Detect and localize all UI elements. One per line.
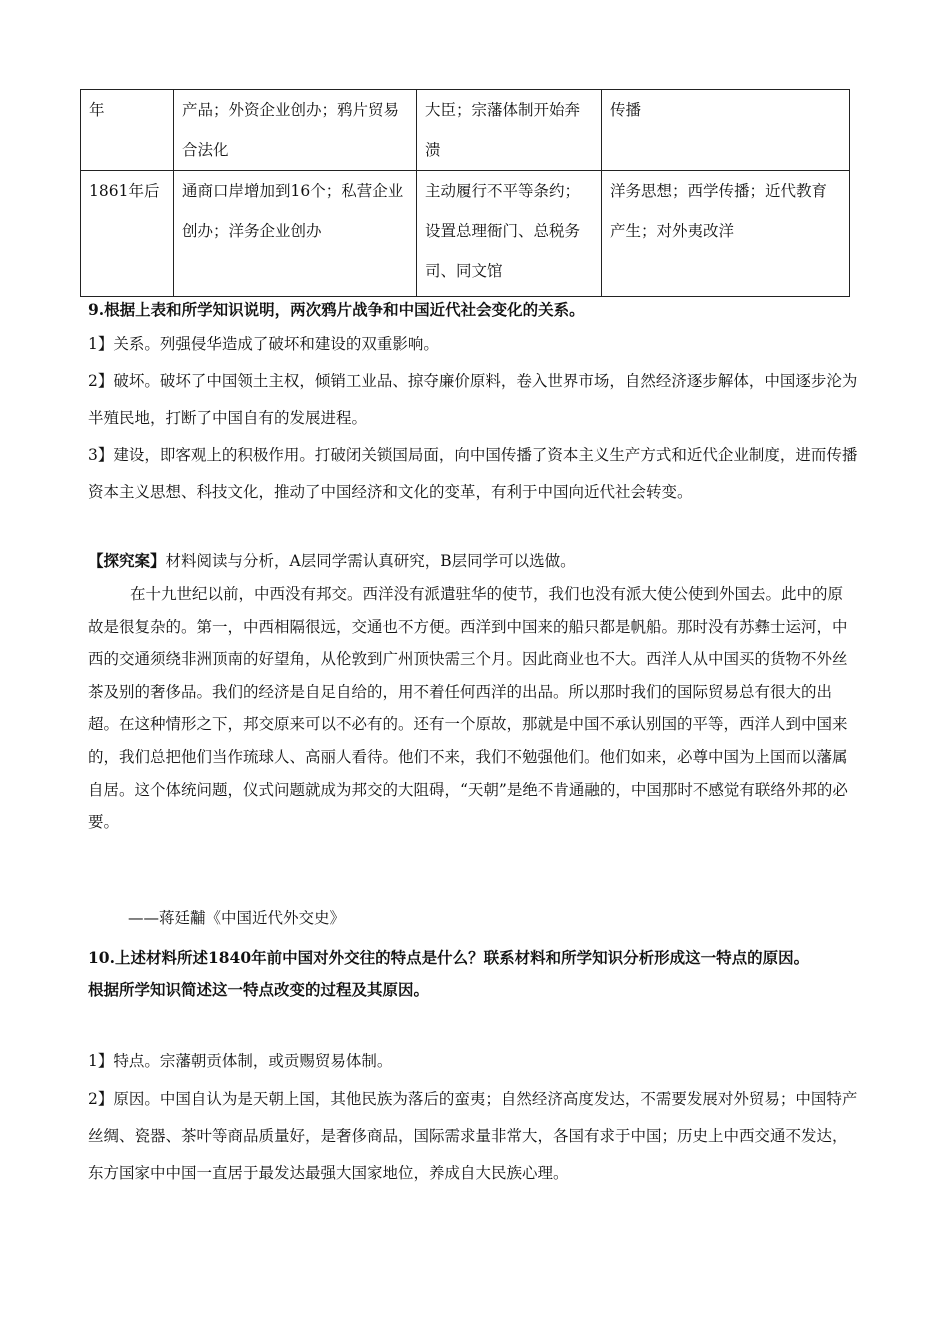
table-row — [81, 171, 850, 297]
table-cell: 产品；外资企业创办；鸦片贸易合法化 — [174, 90, 417, 171]
question-10 — [88, 942, 858, 1006]
explore-tag: 【探究案】 — [88, 551, 166, 570]
question-10-line-2: 根据所学知识简述这一特点改变的过程及其原因。 — [88, 980, 430, 999]
table-cell: 1861年后 — [81, 171, 174, 297]
table-cell: 年 — [81, 90, 174, 171]
table-cell: 传播 — [602, 90, 850, 171]
table-cell: 大臣；宗藩体制开始奔溃 — [417, 90, 602, 171]
history-table — [80, 89, 850, 297]
explore-intro: 材料阅读与分析，A层同学需认真研究，B层同学可以选做。 — [165, 552, 576, 570]
table-cell: 主动履行不平等条约；设置总理衙门、总税务司、同文馆 — [417, 171, 602, 297]
answer-9-1: 1】关系。列强侵华造成了破坏和建设的双重影响。 — [88, 335, 439, 353]
answer-9-3: 3】建设，即客观上的积极作用。打破闭关锁国局面，向中国传播了资本主义生产方式和近代企业制度，进而传播资本主义思想、科技文化，推动了中国经济和文化的变革，有利于中国向近代社会转变。 — [88, 446, 858, 501]
table-cell: 洋务思想；西学传播；近代教育产生；对外夷改洋 — [602, 171, 850, 297]
table-cell: 通商口岸增加到16个；私营企业创办；洋务企业创办 — [174, 171, 417, 297]
answer-10-1: 1】特点。宗藩朝贡体制，或贡赐贸易体制。 — [88, 1052, 393, 1070]
question-9: 9.根据上表和所学知识说明，两次鸦片战争和中国近代社会变化的关系。 — [88, 300, 585, 319]
reading-material — [88, 578, 858, 839]
answer-10-2: 2】原因。中国自认为是天朝上国，其他民族为落后的蛮夷；自然经济高度发达，不需要发展对外贸易；中国特产丝绸、瓷器、茶叶等商品质量好，是奢侈商品，国际需求量非常大，各国有求于中国；历史上中西交通不发达，东方国家中中国一直居于最发达最强大国家地位，养成自大民族心理。 — [88, 1090, 858, 1182]
answer-9-2: 2】破坏。破坏了中国领土主权，倾销工业品、掠夺廉价原料，卷入世界市场，自然经济逐步解体，中国逐步沦为半殖民地，打断了中国自有的发展进程。 — [88, 372, 858, 427]
question-10-line-1: 10.上述材料所述1840年前中国对外交往的特点是什么？联系材料和所学知识分析形成这一特点的原因。 — [88, 948, 810, 967]
material-source: ——蒋廷黼《中国近代外交史》 — [128, 909, 346, 927]
table-row — [81, 90, 850, 171]
material-paragraph: 在十九世纪以前，中西没有邦交。西洋没有派遣驻华的使节，我们也没有派大使公使到外国去。此中的原故是很复杂的。第一，中西相隔很远，交通也不方便。西洋到中国来的船只都是帆船。那时没有苏彝士运河，中西的交通须绕非洲顶南的好望角，从伦敦到广州顶快需三个月。因此商业也不大。西洋人从中国买的货物不外丝茶及别的奢侈品。我们的经济是自足自给的，用不着任何西洋的出品。所以那时我们的国际贸易总有很大的出超。在这种情形之下，邦交原来可以不必有的。还有一个原故，那就是中国不承认别国的平等，西洋人到中国来的，我们总把他们当作琉球人、高丽人看待。他们不来，我们不勉强他们。他们如来，必尊中国为上国而以藩属自居。这个体统问题，仪式问题就成为邦交的大阻碍，“天朝”是绝不肯通融的，中国那时不感觉有联络外邦的必要。 — [88, 585, 848, 832]
explore-heading — [88, 542, 858, 580]
